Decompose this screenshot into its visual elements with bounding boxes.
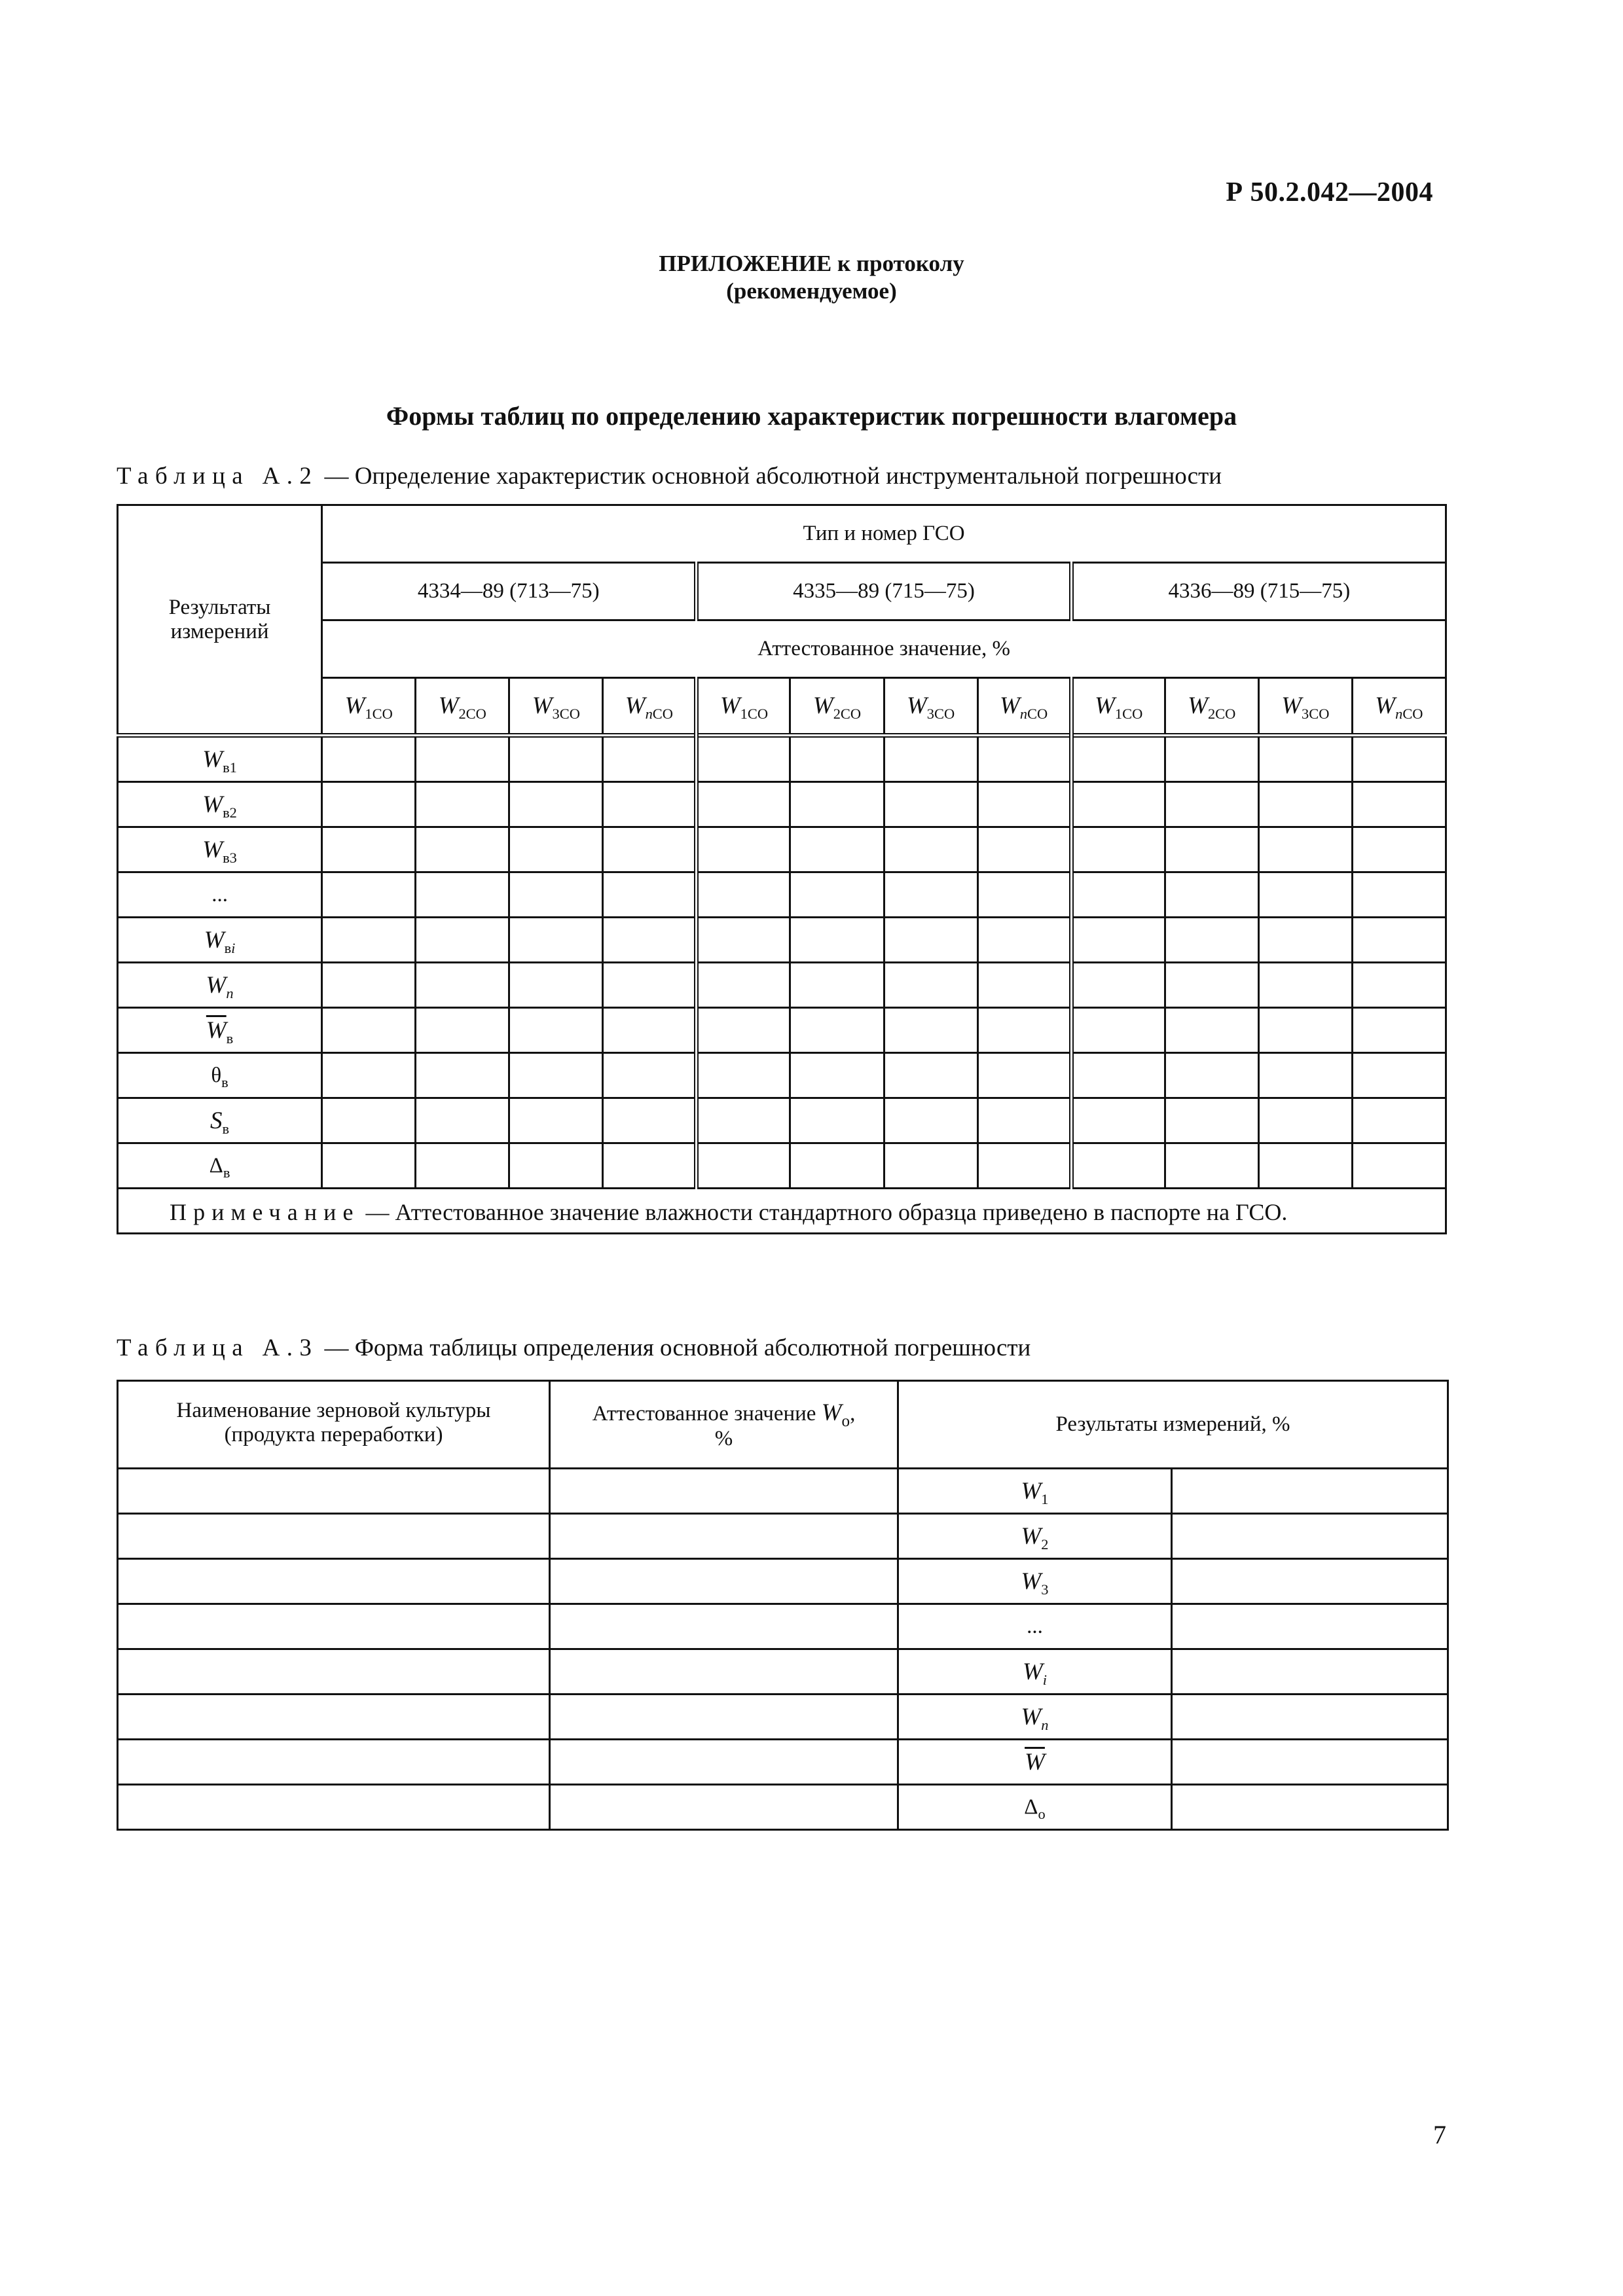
table-row: [118, 1559, 1448, 1604]
data-cell: [977, 1008, 1071, 1053]
group-header-2: 4335—89 (715—75): [697, 563, 1071, 620]
data-cell: [1071, 963, 1165, 1008]
data-cell: [1071, 827, 1165, 872]
crop-name-cell: [118, 1695, 550, 1740]
data-cell: [884, 1143, 977, 1189]
column-symbol: $W_{1СО}$: [720, 692, 769, 722]
column-symbol: $W_{2СО}$: [812, 692, 862, 722]
data-cell: [416, 1008, 509, 1053]
data-cell: [790, 1053, 884, 1098]
column-symbol: $W_{3СО}$: [532, 692, 580, 722]
data-cell: [509, 963, 603, 1008]
data-cell: [1165, 1053, 1258, 1098]
row-header-line2: измерений: [170, 619, 269, 643]
measurement-results-header: Результаты измерений, %: [898, 1381, 1448, 1469]
result-symbol: $W_n$: [1021, 1703, 1049, 1733]
data-cell: [1258, 1098, 1352, 1143]
result-value-cell: [1172, 1740, 1448, 1785]
data-cell: [322, 1098, 416, 1143]
table-note: [118, 1189, 1446, 1234]
row-label: [118, 1008, 322, 1053]
data-cell: [603, 736, 697, 782]
crop-name-cell: [118, 1559, 550, 1604]
certified-value-cell: [550, 1514, 898, 1559]
result-value-cell: [1172, 1604, 1448, 1649]
data-cell: [1258, 1143, 1352, 1189]
data-cell: [1071, 782, 1165, 827]
data-cell: [884, 963, 977, 1008]
data-cell: [322, 1008, 416, 1053]
data-cell: [603, 1008, 697, 1053]
data-cell: [322, 918, 416, 963]
row-label: [118, 1098, 322, 1143]
data-cell: [1071, 1008, 1165, 1053]
data-cell: [697, 1008, 790, 1053]
data-cell: [1258, 963, 1352, 1008]
table-row: [118, 1514, 1448, 1559]
certified-value-cell: [550, 1695, 898, 1740]
certified-value-cell: [550, 1604, 898, 1649]
data-cell: [697, 963, 790, 1008]
data-cell: [1071, 872, 1165, 918]
table-row: [118, 782, 1446, 827]
table-row: [118, 1008, 1446, 1053]
appendix-title-line2: (рекомендуемое): [726, 278, 897, 304]
data-cell: [1258, 782, 1352, 827]
data-cell: [1165, 918, 1258, 963]
row-label: [118, 918, 322, 963]
column-symbol-cell: [509, 678, 603, 736]
result-label: [898, 1785, 1172, 1830]
result-value-cell: [1172, 1649, 1448, 1695]
result-label: [898, 1559, 1172, 1604]
data-cell: [884, 782, 977, 827]
data-cell: [416, 872, 509, 918]
row-label: [118, 782, 322, 827]
appendix-title: [0, 250, 1623, 305]
data-cell: [416, 918, 509, 963]
data-cell: [603, 1143, 697, 1189]
data-cell: [1352, 827, 1446, 872]
data-cell: [603, 827, 697, 872]
data-cell: [322, 1143, 416, 1189]
certified-value-header-line1: Аттестованное значение $W_о$,: [592, 1399, 856, 1430]
row-header-line1: Результаты: [168, 595, 271, 619]
certified-value-cell: [550, 1559, 898, 1604]
table-a2-title: — Определение характеристик основной абсолютной инструментальной погрешности: [318, 463, 1222, 490]
data-cell: [603, 872, 697, 918]
data-cell: [509, 1098, 603, 1143]
data-cell: [884, 827, 977, 872]
crop-name-cell: [118, 1740, 550, 1785]
data-cell: [884, 872, 977, 918]
result-label: [898, 1649, 1172, 1695]
data-cell: [1071, 736, 1165, 782]
result-symbol: $\Delta_о$: [1024, 1795, 1046, 1822]
result-label: [898, 1514, 1172, 1559]
data-cell: [1352, 963, 1446, 1008]
table-a3: [117, 1380, 1449, 1831]
crop-name-cell: [118, 1469, 550, 1514]
data-cell: [322, 782, 416, 827]
data-cell: [1258, 1053, 1352, 1098]
data-cell: [1258, 736, 1352, 782]
table-row: [118, 736, 1446, 782]
data-cell: [790, 736, 884, 782]
data-cell: [509, 1053, 603, 1098]
data-cell: [603, 782, 697, 827]
data-cell: [322, 963, 416, 1008]
data-cell: [509, 1143, 603, 1189]
data-cell: [603, 1053, 697, 1098]
table-row: [118, 827, 1446, 872]
data-cell: [1165, 1143, 1258, 1189]
column-symbol-cell: [322, 678, 416, 736]
data-cell: [884, 1008, 977, 1053]
column-symbol-cell: [416, 678, 509, 736]
data-cell: [509, 782, 603, 827]
crop-name-cell: [118, 1649, 550, 1695]
column-symbol: $W_{3СО}$: [1281, 692, 1330, 722]
row-symbol: $S_в$: [210, 1107, 230, 1137]
data-cell: [977, 963, 1071, 1008]
row-symbol: $W_{вi}$: [204, 926, 236, 956]
data-cell: [697, 736, 790, 782]
crop-name-cell: [118, 1514, 550, 1559]
section-heading: Формы таблиц по определению характеристик погрешности влагомера: [386, 401, 1237, 431]
result-value-cell: [1172, 1695, 1448, 1740]
certified-value-cell: [550, 1785, 898, 1830]
column-symbol: $W_{2СО}$: [438, 692, 486, 722]
data-cell: [697, 918, 790, 963]
data-cell: [509, 827, 603, 872]
data-cell: [977, 1143, 1071, 1189]
row-symbol: $W_{в1}$: [202, 745, 237, 776]
crop-name-header: [118, 1381, 550, 1469]
data-cell: [416, 782, 509, 827]
data-cell: [790, 1143, 884, 1189]
column-symbol: $W_{1СО}$: [344, 692, 393, 722]
table-row: [118, 1649, 1448, 1695]
data-cell: [1258, 1008, 1352, 1053]
column-symbol-cell: [603, 678, 697, 736]
data-cell: [416, 1053, 509, 1098]
data-cell: [977, 782, 1071, 827]
data-cell: [790, 1098, 884, 1143]
data-cell: [509, 918, 603, 963]
column-symbol: $W_{1СО}$: [1095, 692, 1143, 722]
certified-value-w: $W_о$: [821, 1399, 850, 1430]
result-label: [898, 1695, 1172, 1740]
document-number: Р 50.2.042—2004: [1226, 177, 1433, 207]
data-cell: [1165, 736, 1258, 782]
note-text: — Аттестованное значение влажности стандартного образца приведено в паспорте на ГСО.: [359, 1199, 1288, 1225]
data-cell: [416, 736, 509, 782]
data-cell: [977, 827, 1071, 872]
certified-value-header: [550, 1381, 898, 1469]
result-symbol: $\overline{W}$: [1025, 1748, 1045, 1776]
table-row: [118, 872, 1446, 918]
table-row: [118, 1785, 1448, 1830]
table-a2: [117, 504, 1447, 1234]
table-row: [118, 918, 1446, 963]
data-cell: [416, 963, 509, 1008]
result-label: [898, 1604, 1172, 1649]
column-symbol-cell: [884, 678, 977, 736]
data-cell: [790, 963, 884, 1008]
data-cell: [977, 918, 1071, 963]
data-cell: [1352, 1098, 1446, 1143]
column-symbol-cell: [697, 678, 790, 736]
column-symbol-cell: [1258, 678, 1352, 736]
row-symbol: ...: [211, 882, 228, 906]
result-value-cell: [1172, 1559, 1448, 1604]
row-label: [118, 872, 322, 918]
data-cell: [509, 1008, 603, 1053]
data-cell: [1165, 827, 1258, 872]
crop-name-cell: [118, 1604, 550, 1649]
table-a3-title: — Форма таблицы определения основной абсолютной погрешности: [318, 1335, 1031, 1361]
column-symbol: $W_{nСО}$: [625, 692, 673, 722]
table-row: [118, 1053, 1446, 1098]
row-symbol: $W_n$: [206, 971, 234, 1001]
data-cell: [790, 782, 884, 827]
data-cell: [1165, 782, 1258, 827]
data-cell: [1165, 1008, 1258, 1053]
result-value-cell: [1172, 1514, 1448, 1559]
data-cell: [697, 1098, 790, 1143]
result-symbol: ...: [1027, 1614, 1043, 1638]
data-cell: [1165, 872, 1258, 918]
data-cell: [1352, 782, 1446, 827]
data-cell: [790, 827, 884, 872]
data-cell: [603, 918, 697, 963]
row-symbol: $W_{в3}$: [202, 836, 237, 866]
crop-name-header-line1: Наименование зерновой культуры: [176, 1399, 491, 1422]
data-cell: [697, 872, 790, 918]
certified-value-cell: [550, 1649, 898, 1695]
result-value-cell: [1172, 1469, 1448, 1514]
data-cell: [1165, 963, 1258, 1008]
data-cell: [1352, 918, 1446, 963]
data-cell: [1258, 872, 1352, 918]
result-symbol: $W_2$: [1021, 1522, 1049, 1552]
result-label: [898, 1740, 1172, 1785]
data-cell: [322, 1053, 416, 1098]
table-a2-caption: [117, 462, 1222, 490]
page-number: 7: [1433, 2120, 1446, 2149]
table-row: [118, 1604, 1448, 1649]
column-symbol-cell: [1352, 678, 1446, 736]
table-row: [118, 1695, 1448, 1740]
crop-name-header-line2: (продукта переработки): [224, 1423, 443, 1446]
data-cell: [1071, 1053, 1165, 1098]
appendix-title-line1: ПРИЛОЖЕНИЕ к протоколу: [659, 251, 964, 276]
data-cell: [1071, 1143, 1165, 1189]
crop-name-cell: [118, 1785, 550, 1830]
data-cell: [509, 872, 603, 918]
certified-value-cell: [550, 1469, 898, 1514]
data-cell: [509, 736, 603, 782]
data-cell: [697, 827, 790, 872]
data-cell: [1352, 872, 1446, 918]
row-symbol: $\overline{W}_в$: [206, 1016, 234, 1047]
data-cell: [1258, 827, 1352, 872]
data-cell: [1071, 918, 1165, 963]
data-cell: [977, 872, 1071, 918]
data-cell: [1165, 1098, 1258, 1143]
data-cell: [1352, 736, 1446, 782]
table-a3-label: Таблица А.3: [117, 1335, 319, 1361]
data-cell: [884, 1053, 977, 1098]
data-cell: [603, 1098, 697, 1143]
column-symbol-cell: [1165, 678, 1258, 736]
data-cell: [1352, 1008, 1446, 1053]
column-symbol: $W_{nСО}$: [1375, 692, 1423, 722]
result-symbol: $W_3$: [1021, 1568, 1049, 1598]
table-a2-label: Таблица А.2: [117, 463, 319, 490]
data-cell: [697, 1143, 790, 1189]
table-a3-caption: [117, 1334, 1030, 1362]
data-cell: [790, 872, 884, 918]
result-value-cell: [1172, 1785, 1448, 1830]
column-symbol: $W_{3СО}$: [906, 692, 955, 722]
data-cell: [977, 1053, 1071, 1098]
certified-value-cell: [550, 1740, 898, 1785]
column-symbol: $W_{2СО}$: [1188, 692, 1236, 722]
row-label: [118, 736, 322, 782]
result-label: [898, 1469, 1172, 1514]
data-cell: [884, 1098, 977, 1143]
data-cell: [790, 1008, 884, 1053]
data-cell: [1258, 918, 1352, 963]
table-row: [118, 1143, 1446, 1189]
column-symbol: $W_{nСО}$: [1000, 692, 1048, 722]
table-row: [118, 963, 1446, 1008]
row-symbol: $\Delta_в$: [209, 1153, 230, 1181]
certified-value-symbol: [821, 1399, 850, 1430]
data-cell: [603, 963, 697, 1008]
data-cell: [322, 736, 416, 782]
data-cell: [416, 1098, 509, 1143]
row-label: [118, 1053, 322, 1098]
group-header-3: 4336—89 (715—75): [1071, 563, 1446, 620]
data-cell: [697, 782, 790, 827]
result-symbol: $W_i$: [1022, 1658, 1048, 1688]
column-symbol-cell: [977, 678, 1071, 736]
column-symbol-cell: [1071, 678, 1165, 736]
data-cell: [416, 827, 509, 872]
data-cell: [977, 1098, 1071, 1143]
data-cell: [1352, 1053, 1446, 1098]
data-cell: [977, 736, 1071, 782]
group-header-1: 4334—89 (713—75): [322, 563, 697, 620]
type-header: Тип и номер ГСО: [322, 505, 1446, 563]
data-cell: [790, 918, 884, 963]
data-cell: [416, 1143, 509, 1189]
data-cell: [322, 827, 416, 872]
table-row: [118, 1098, 1446, 1143]
row-symbol: $W_{в2}$: [202, 791, 237, 821]
data-cell: [322, 872, 416, 918]
certified-value-label: Аттестованное значение: [592, 1402, 822, 1426]
data-cell: [1071, 1098, 1165, 1143]
column-symbol-cell: [790, 678, 884, 736]
data-cell: [1352, 1143, 1446, 1189]
certified-value-header-unit: %: [714, 1427, 733, 1450]
result-symbol: $W_1$: [1021, 1477, 1049, 1507]
certified-value-header: Аттестованное значение, %: [322, 620, 1446, 678]
table-row: [118, 1740, 1448, 1785]
data-cell: [697, 1053, 790, 1098]
row-label: [118, 827, 322, 872]
row-header-cell: [118, 505, 322, 736]
row-symbol: $\theta_в$: [211, 1063, 228, 1090]
table-row: [118, 1469, 1448, 1514]
row-label: [118, 1143, 322, 1189]
row-label: [118, 963, 322, 1008]
data-cell: [884, 736, 977, 782]
note-label: Примечание: [170, 1199, 360, 1225]
data-cell: [884, 918, 977, 963]
